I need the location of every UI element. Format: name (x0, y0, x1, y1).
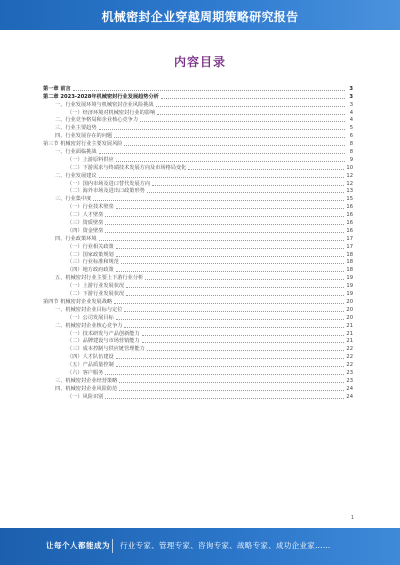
toc-entry-label: （四）地方政府政策 (67, 267, 114, 274)
toc-dot-leader (99, 129, 345, 130)
toc-entry-page: 18 (346, 267, 353, 274)
footer-bar (0, 528, 400, 565)
toc-entry-page: 23 (346, 369, 353, 376)
toc-dot-leader (140, 121, 345, 122)
toc-entry-label: （二）下游行业发展状况 (67, 291, 125, 298)
toc-entry[interactable] (43, 116, 353, 124)
toc-entry-label: （六）客户服务 (67, 369, 104, 376)
toc-entry-page: 17 (346, 243, 353, 250)
toc-entry-label: （三）行业标准和规范 (67, 259, 119, 266)
toc-entry-page: 16 (346, 204, 353, 211)
toc-entry[interactable] (43, 352, 353, 360)
toc-entry-label: （三）成本控制与供应链管理能力 (67, 346, 145, 353)
toc-entry-page: 22 (346, 354, 353, 361)
toc-entry-label: 一、机械密封企业目标与定位 (55, 306, 123, 313)
report-title: 机械密封企业穿越周期策略研究报告 (101, 10, 299, 24)
toc-entry-page: 17 (346, 235, 353, 242)
toc-entry-label: （二）品牌建设与市场营销能力 (67, 338, 140, 345)
toc-entry-page: 21 (346, 338, 353, 345)
toc-entry-page: 21 (346, 330, 353, 337)
toc-entry[interactable] (43, 179, 353, 187)
toc-entry[interactable] (43, 100, 353, 108)
toc-entry-label: （二）海外市场及进出口政策形势 (67, 188, 145, 195)
toc-entry-label: （二）下游需求与终端技术发展方向及市场格局变化 (67, 164, 187, 171)
toc-dot-leader (105, 224, 344, 225)
toc-dot-leader (99, 240, 345, 241)
toc-entry[interactable] (43, 376, 353, 384)
toc-dot-leader (126, 295, 344, 296)
toc-entry[interactable] (43, 305, 353, 313)
toc-entry[interactable] (43, 226, 353, 234)
toc-entry-page: 18 (346, 259, 353, 266)
toc-entry[interactable] (43, 329, 353, 337)
toc-entry[interactable] (43, 131, 353, 139)
toc-entry-page: 24 (346, 385, 353, 392)
toc-entry-page: 19 (346, 291, 353, 298)
toc-entry-page: 24 (346, 393, 353, 400)
toc-entry-label: 一、行业面临挑战 (55, 149, 97, 156)
toc-entry-page: 19 (346, 275, 353, 282)
toc-entry[interactable] (43, 139, 353, 147)
toc-dot-leader (161, 98, 345, 99)
toc-entry-label: 四、行业发展存在的问题 (55, 133, 113, 140)
toc-dot-leader (99, 177, 345, 178)
toc-entry-page: 4 (349, 117, 353, 124)
toc-entry[interactable] (43, 84, 353, 92)
toc-dot-leader (105, 216, 344, 217)
toc-entry[interactable] (43, 344, 353, 352)
toc-entry-label: 四、机械密封企业风险防范 (55, 385, 118, 392)
toc-dot-leader (116, 248, 345, 249)
toc-entry-label: 第一章 前言 (43, 85, 71, 92)
toc-dot-leader (105, 374, 344, 375)
toc-entry-page: 10 (346, 164, 353, 171)
footer-separator (112, 539, 113, 553)
toc-dot-leader (121, 263, 345, 264)
toc-entry-label: （一）上游行业发展状况 (67, 283, 125, 290)
toc-entry[interactable] (43, 368, 353, 376)
footer-slogan: 让每个人都能成为 (46, 541, 110, 550)
toc-entry-page: 20 (346, 314, 353, 321)
page-number: 1 (350, 515, 354, 521)
toc-entry[interactable] (43, 313, 353, 321)
toc-entry[interactable] (43, 218, 353, 226)
toc-dot-leader (152, 185, 344, 186)
toc-dot-leader (116, 161, 345, 162)
toc-dot-leader (116, 366, 345, 367)
toc-dot-leader (142, 335, 345, 336)
toc-entry[interactable] (43, 108, 353, 116)
toc-entry[interactable] (43, 289, 353, 297)
toc-entry-page: 16 (346, 220, 353, 227)
toc-entry-label: （一）技术研发与产品创新能力 (67, 330, 140, 337)
toc-entry[interactable] (43, 163, 353, 171)
toc-entry-label: （一）风险识别 (67, 393, 104, 400)
toc-entry-label: （三）资质壁垒 (67, 220, 104, 227)
toc-dot-leader (116, 358, 345, 359)
toc-entry-page: 15 (346, 196, 353, 203)
toc-entry[interactable] (43, 360, 353, 368)
toc-dot-leader (124, 327, 344, 328)
toc-entry-page: 22 (346, 346, 353, 353)
toc-dot-leader (73, 90, 345, 91)
toc-dot-leader (188, 169, 344, 170)
header-bar (0, 0, 400, 30)
toc-entry-label: （一）国内市场及进口替代发展方向 (67, 180, 151, 187)
toc-entry[interactable] (43, 147, 353, 155)
toc-entry-label: （一）上游原料供应 (67, 156, 114, 163)
toc-entry-label: （一）行业技术壁垒 (67, 204, 114, 211)
toc-entry-page: 22 (346, 362, 353, 369)
toc-dot-leader (119, 390, 344, 391)
toc-entry-label: 二、行业发展建议 (55, 172, 97, 179)
toc-entry-label: （四）资金壁垒 (67, 227, 104, 234)
toc-entry[interactable] (43, 384, 353, 392)
toc-dot-leader (93, 200, 344, 201)
toc-entry-label: （二）国家政策规划 (67, 251, 114, 258)
toc-entry-page: 8 (349, 141, 353, 148)
toc-entry-page: 21 (346, 322, 353, 329)
toc-dot-leader (124, 145, 345, 146)
toc-dot-leader (116, 271, 345, 272)
toc-entry[interactable] (43, 337, 353, 345)
toc-entry[interactable] (43, 234, 353, 242)
toc-entry[interactable] (43, 281, 353, 289)
toc-entry-page: 8 (349, 149, 353, 156)
toc-entry-page: 6 (349, 133, 353, 140)
toc-entry-page: 16 (346, 227, 353, 234)
toc-entry-page: 3 (349, 93, 353, 100)
toc-entry[interactable] (43, 321, 353, 329)
toc-entry-page: 12 (346, 172, 353, 179)
toc-entry-label: （一）行业相关政策 (67, 243, 114, 250)
toc-entry-label: 第四节 机械密封企业发展战略 (43, 298, 113, 305)
toc-entry[interactable] (43, 242, 353, 250)
toc-entry[interactable] (43, 297, 353, 305)
toc-entry-page: 3 (349, 85, 353, 92)
toc-entry[interactable] (43, 202, 353, 210)
toc-entry-page: 5 (349, 125, 353, 132)
toc-entry[interactable] (43, 250, 353, 258)
toc-dot-leader (124, 311, 344, 312)
toc-entry-page: 19 (346, 283, 353, 290)
toc-entry-page: 4 (349, 109, 353, 116)
toc-dot-leader (157, 114, 345, 115)
toc-title: 内容目录 (173, 55, 226, 69)
toc-dot-leader (145, 279, 344, 280)
toc-entry-page: 13 (346, 188, 353, 195)
toc-entry-label: （五）产品质量控制 (67, 362, 114, 369)
toc-entry-label: 二、机械密封企业核心竞争力 (55, 322, 123, 329)
toc-entry-label: 二、行业竞争格局和企业核心竞争力 (55, 117, 139, 124)
toc-entry[interactable] (43, 210, 353, 218)
toc-entry[interactable] (43, 273, 353, 281)
toc-entry[interactable] (43, 187, 353, 195)
toc-entry-label: 三、行业集中度 (55, 196, 92, 203)
toc-entry-label: （二）人才壁垒 (67, 212, 104, 219)
toc-entry-label: 第三节 机械密封行业主要发展风险 (43, 141, 123, 148)
toc-entry-page: 3 (349, 101, 353, 108)
toc-dot-leader (116, 256, 345, 257)
toc-entry-label: 三、机械密封企业经营策略 (55, 377, 118, 384)
toc-entry-label: 五、机械密封行业主要上下游行业分析 (55, 275, 144, 282)
toc-entry[interactable] (43, 171, 353, 179)
toc-entry-page: 12 (346, 180, 353, 187)
toc-list (43, 84, 353, 400)
toc-entry[interactable] (43, 155, 353, 163)
toc-dot-leader (142, 342, 345, 343)
toc-dot-leader (99, 153, 345, 154)
toc-entry[interactable] (43, 258, 353, 266)
toc-entry-label: 一、行业发展环境与机械密封企业风险挑战 (55, 101, 154, 108)
toc-entry[interactable] (43, 194, 353, 202)
toc-entry-label: 三、行业主要趋势 (55, 125, 97, 132)
toc-dot-leader (105, 398, 344, 399)
toc-entry[interactable] (43, 392, 353, 400)
toc-entry-label: 第二章 2023-2028年机械密封行业发展趋势分析 (43, 93, 159, 100)
toc-dot-leader (119, 382, 344, 383)
toc-entry-label: （四）人才队伍建设 (67, 354, 114, 361)
toc-entry-page: 20 (346, 306, 353, 313)
toc-dot-leader (105, 232, 344, 233)
toc-entry-label: （一）公司发展目标 (67, 314, 114, 321)
toc-entry-page: 18 (346, 251, 353, 258)
toc-entry[interactable] (43, 265, 353, 273)
toc-dot-leader (126, 287, 344, 288)
toc-dot-leader (156, 106, 345, 107)
toc-dot-leader (116, 319, 345, 320)
toc-dot-leader (147, 350, 345, 351)
toc-entry-page: 16 (346, 212, 353, 219)
toc-entry-page: 9 (349, 156, 353, 163)
toc-entry-page: 20 (346, 298, 353, 305)
toc-entry-label: 四、行业政策环境 (55, 235, 97, 242)
toc-dot-leader (147, 192, 345, 193)
toc-entry-page: 23 (346, 377, 353, 384)
toc-entry-label: （一）经济环境对机械密封行业的影响 (67, 109, 156, 116)
footer-roles: 行业专家、管理专家、咨询专家、战略专家、成功企业家…… (120, 541, 331, 550)
toc-dot-leader (116, 208, 345, 209)
toc-entry[interactable] (43, 92, 353, 100)
toc-dot-leader (114, 303, 344, 304)
toc-entry[interactable] (43, 123, 353, 131)
toc-dot-leader (114, 137, 345, 138)
